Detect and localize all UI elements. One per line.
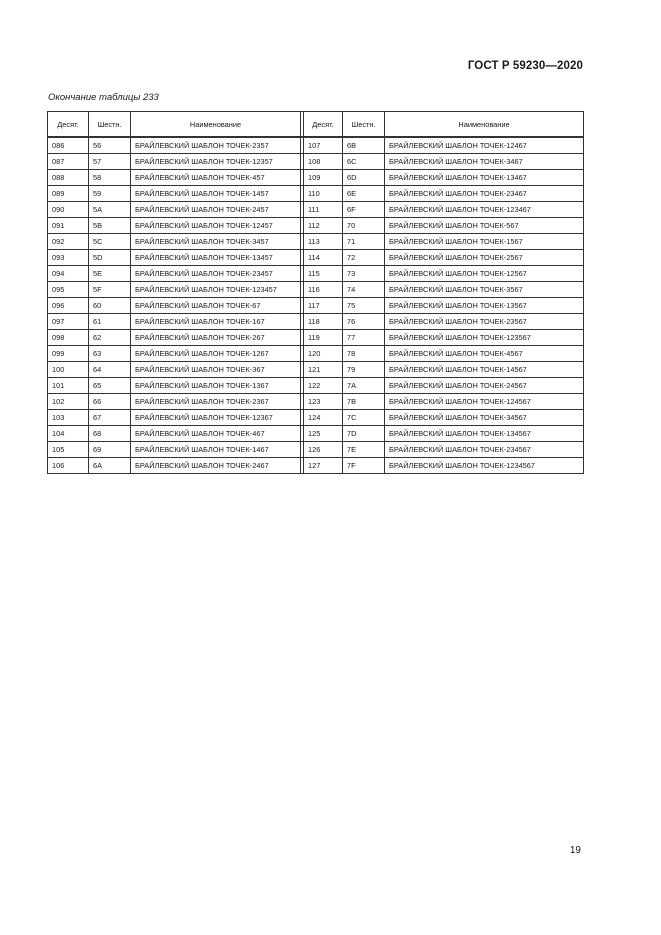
cell-dec: 124 — [304, 410, 343, 426]
cell-dec: 088 — [48, 170, 89, 186]
cell-hex: 6F — [343, 202, 385, 218]
cell-dec: 099 — [48, 346, 89, 362]
table-row — [48, 314, 584, 330]
cell-name: БРАЙЛЕВСКИЙ ШАБЛОН ТОЧЕК-2357 — [131, 137, 301, 154]
cell-name: БРАЙЛЕВСКИЙ ШАБЛОН ТОЧЕК-457 — [131, 170, 301, 186]
cell-hex: 7F — [343, 458, 385, 474]
cell-dec: 126 — [304, 442, 343, 458]
cell-dec: 114 — [304, 250, 343, 266]
cell-name: БРАЙЛЕВСКИЙ ШАБЛОН ТОЧЕК-12457 — [131, 218, 301, 234]
cell-hex: 7D — [343, 426, 385, 442]
cell-name: БРАЙЛЕВСКИЙ ШАБЛОН ТОЧЕК-2467 — [131, 458, 301, 474]
cell-dec: 101 — [48, 378, 89, 394]
page-number: 19 — [569, 845, 581, 856]
cell-name: БРАЙЛЕВСКИЙ ШАБЛОН ТОЧЕК-123567 — [385, 330, 584, 346]
cell-dec: 119 — [304, 330, 343, 346]
cell-name: БРАЙЛЕВСКИЙ ШАБЛОН ТОЧЕК-1567 — [385, 234, 584, 250]
cell-hex: 7B — [343, 394, 385, 410]
cell-dec: 096 — [48, 298, 89, 314]
cell-name: БРАЙЛЕВСКИЙ ШАБЛОН ТОЧЕК-23567 — [385, 314, 584, 330]
document-code: ГОСТ Р 59230—2020 — [467, 60, 583, 72]
table-row — [48, 442, 584, 458]
column-header-hex: Шестн. — [89, 112, 131, 138]
cell-name: БРАЙЛЕВСКИЙ ШАБЛОН ТОЧЕК-123467 — [385, 202, 584, 218]
cell-name: БРАЙЛЕВСКИЙ ШАБЛОН ТОЧЕК-134567 — [385, 426, 584, 442]
cell-dec: 093 — [48, 250, 89, 266]
cell-hex: 6A — [89, 458, 131, 474]
cell-dec: 104 — [48, 426, 89, 442]
cell-name: БРАЙЛЕВСКИЙ ШАБЛОН ТОЧЕК-567 — [385, 218, 584, 234]
cell-hex: 68 — [89, 426, 131, 442]
cell-dec: 120 — [304, 346, 343, 362]
cell-name: БРАЙЛЕВСКИЙ ШАБЛОН ТОЧЕК-23467 — [385, 186, 584, 202]
cell-dec: 123 — [304, 394, 343, 410]
cell-dec: 122 — [304, 378, 343, 394]
table-row — [48, 378, 584, 394]
cell-dec: 091 — [48, 218, 89, 234]
table-row — [48, 218, 584, 234]
cell-dec: 115 — [304, 266, 343, 282]
cell-hex: 62 — [89, 330, 131, 346]
cell-hex: 78 — [343, 346, 385, 362]
cell-dec: 112 — [304, 218, 343, 234]
cell-dec: 094 — [48, 266, 89, 282]
cell-name: БРАЙЛЕВСКИЙ ШАБЛОН ТОЧЕК-1267 — [131, 346, 301, 362]
table-row — [48, 234, 584, 250]
cell-hex: 76 — [343, 314, 385, 330]
cell-dec: 103 — [48, 410, 89, 426]
cell-hex: 6D — [343, 170, 385, 186]
cell-dec: 092 — [48, 234, 89, 250]
cell-hex: 67 — [89, 410, 131, 426]
cell-name: БРАЙЛЕВСКИЙ ШАБЛОН ТОЧЕК-24567 — [385, 378, 584, 394]
cell-hex: 6B — [343, 137, 385, 154]
cell-dec: 086 — [48, 137, 89, 154]
table-row — [48, 266, 584, 282]
cell-dec: 090 — [48, 202, 89, 218]
cell-dec: 118 — [304, 314, 343, 330]
cell-name: БРАЙЛЕВСКИЙ ШАБЛОН ТОЧЕК-1467 — [131, 442, 301, 458]
cell-name: БРАЙЛЕВСКИЙ ШАБЛОН ТОЧЕК-167 — [131, 314, 301, 330]
cell-hex: 58 — [89, 170, 131, 186]
cell-dec: 095 — [48, 282, 89, 298]
cell-name: БРАЙЛЕВСКИЙ ШАБЛОН ТОЧЕК-34567 — [385, 410, 584, 426]
cell-name: БРАЙЛЕВСКИЙ ШАБЛОН ТОЧЕК-12357 — [131, 154, 301, 170]
cell-hex: 74 — [343, 282, 385, 298]
cell-dec: 116 — [304, 282, 343, 298]
cell-hex: 7C — [343, 410, 385, 426]
cell-name: БРАЙЛЕВСКИЙ ШАБЛОН ТОЧЕК-2567 — [385, 250, 584, 266]
column-header-dec: Десят. — [48, 112, 89, 138]
cell-dec: 109 — [304, 170, 343, 186]
table-row — [48, 426, 584, 442]
cell-dec: 125 — [304, 426, 343, 442]
cell-hex: 5F — [89, 282, 131, 298]
cell-dec: 113 — [304, 234, 343, 250]
table-row — [48, 394, 584, 410]
cell-name: БРАЙЛЕВСКИЙ ШАБЛОН ТОЧЕК-13457 — [131, 250, 301, 266]
table-row — [48, 250, 584, 266]
cell-dec: 089 — [48, 186, 89, 202]
table-row — [48, 362, 584, 378]
column-header-dec: Десят. — [304, 112, 343, 138]
cell-name: БРАЙЛЕВСКИЙ ШАБЛОН ТОЧЕК-234567 — [385, 442, 584, 458]
cell-hex: 79 — [343, 362, 385, 378]
cell-name: БРАЙЛЕВСКИЙ ШАБЛОН ТОЧЕК-67 — [131, 298, 301, 314]
table-body — [48, 137, 584, 474]
cell-dec: 110 — [304, 186, 343, 202]
cell-name: БРАЙЛЕВСКИЙ ШАБЛОН ТОЧЕК-123457 — [131, 282, 301, 298]
cell-name: БРАЙЛЕВСКИЙ ШАБЛОН ТОЧЕК-467 — [131, 426, 301, 442]
cell-hex: 7E — [343, 442, 385, 458]
cell-hex: 6E — [343, 186, 385, 202]
cell-dec: 102 — [48, 394, 89, 410]
cell-name: БРАЙЛЕВСКИЙ ШАБЛОН ТОЧЕК-1457 — [131, 186, 301, 202]
column-header-hex: Шестн. — [343, 112, 385, 138]
table-row — [48, 298, 584, 314]
cell-name: БРАЙЛЕВСКИЙ ШАБЛОН ТОЧЕК-3467 — [385, 154, 584, 170]
table-row — [48, 346, 584, 362]
cell-hex: 66 — [89, 394, 131, 410]
cell-dec: 117 — [304, 298, 343, 314]
cell-name: БРАЙЛЕВСКИЙ ШАБЛОН ТОЧЕК-12367 — [131, 410, 301, 426]
cell-hex: 71 — [343, 234, 385, 250]
column-header-name: Наименование — [131, 112, 301, 138]
cell-hex: 64 — [89, 362, 131, 378]
code-table — [47, 111, 584, 474]
cell-dec: 087 — [48, 154, 89, 170]
cell-name: БРАЙЛЕВСКИЙ ШАБЛОН ТОЧЕК-13567 — [385, 298, 584, 314]
table-row — [48, 458, 584, 474]
cell-dec: 107 — [304, 137, 343, 154]
cell-name: БРАЙЛЕВСКИЙ ШАБЛОН ТОЧЕК-2457 — [131, 202, 301, 218]
table-container — [47, 111, 583, 474]
cell-name: БРАЙЛЕВСКИЙ ШАБЛОН ТОЧЕК-12467 — [385, 137, 584, 154]
cell-hex: 77 — [343, 330, 385, 346]
cell-name: БРАЙЛЕВСКИЙ ШАБЛОН ТОЧЕК-1367 — [131, 378, 301, 394]
cell-hex: 56 — [89, 137, 131, 154]
cell-hex: 69 — [89, 442, 131, 458]
cell-dec: 108 — [304, 154, 343, 170]
cell-hex: 6C — [343, 154, 385, 170]
cell-dec: 105 — [48, 442, 89, 458]
cell-hex: 5D — [89, 250, 131, 266]
cell-name: БРАЙЛЕВСКИЙ ШАБЛОН ТОЧЕК-13467 — [385, 170, 584, 186]
cell-name: БРАЙЛЕВСКИЙ ШАБЛОН ТОЧЕК-3567 — [385, 282, 584, 298]
cell-hex: 75 — [343, 298, 385, 314]
cell-name: БРАЙЛЕВСКИЙ ШАБЛОН ТОЧЕК-23457 — [131, 266, 301, 282]
table-row — [48, 137, 584, 154]
cell-name: БРАЙЛЕВСКИЙ ШАБЛОН ТОЧЕК-3457 — [131, 234, 301, 250]
cell-name: БРАЙЛЕВСКИЙ ШАБЛОН ТОЧЕК-2367 — [131, 394, 301, 410]
cell-name: БРАЙЛЕВСКИЙ ШАБЛОН ТОЧЕК-12567 — [385, 266, 584, 282]
cell-name: БРАЙЛЕВСКИЙ ШАБЛОН ТОЧЕК-14567 — [385, 362, 584, 378]
cell-dec: 100 — [48, 362, 89, 378]
cell-hex: 5C — [89, 234, 131, 250]
table-row — [48, 170, 584, 186]
cell-dec: 111 — [304, 202, 343, 218]
cell-dec: 106 — [48, 458, 89, 474]
cell-hex: 5E — [89, 266, 131, 282]
table-row — [48, 282, 584, 298]
column-header-name: Наименование — [385, 112, 584, 138]
cell-name: БРАЙЛЕВСКИЙ ШАБЛОН ТОЧЕК-267 — [131, 330, 301, 346]
cell-dec: 098 — [48, 330, 89, 346]
cell-dec: 127 — [304, 458, 343, 474]
table-caption: Окончание таблицы 233 — [48, 92, 159, 103]
cell-name: БРАЙЛЕВСКИЙ ШАБЛОН ТОЧЕК-1234567 — [385, 458, 584, 474]
table-header-row — [48, 112, 584, 138]
table-row — [48, 154, 584, 170]
table-row — [48, 186, 584, 202]
table-row — [48, 202, 584, 218]
cell-name: БРАЙЛЕВСКИЙ ШАБЛОН ТОЧЕК-367 — [131, 362, 301, 378]
cell-dec: 121 — [304, 362, 343, 378]
cell-hex: 70 — [343, 218, 385, 234]
cell-hex: 57 — [89, 154, 131, 170]
cell-hex: 59 — [89, 186, 131, 202]
cell-hex: 61 — [89, 314, 131, 330]
table-row — [48, 330, 584, 346]
cell-hex: 60 — [89, 298, 131, 314]
cell-hex: 63 — [89, 346, 131, 362]
cell-hex: 65 — [89, 378, 131, 394]
cell-hex: 72 — [343, 250, 385, 266]
cell-dec: 097 — [48, 314, 89, 330]
cell-name: БРАЙЛЕВСКИЙ ШАБЛОН ТОЧЕК-4567 — [385, 346, 584, 362]
cell-hex: 73 — [343, 266, 385, 282]
table-row — [48, 410, 584, 426]
cell-hex: 7A — [343, 378, 385, 394]
cell-name: БРАЙЛЕВСКИЙ ШАБЛОН ТОЧЕК-124567 — [385, 394, 584, 410]
cell-hex: 5B — [89, 218, 131, 234]
cell-hex: 5A — [89, 202, 131, 218]
